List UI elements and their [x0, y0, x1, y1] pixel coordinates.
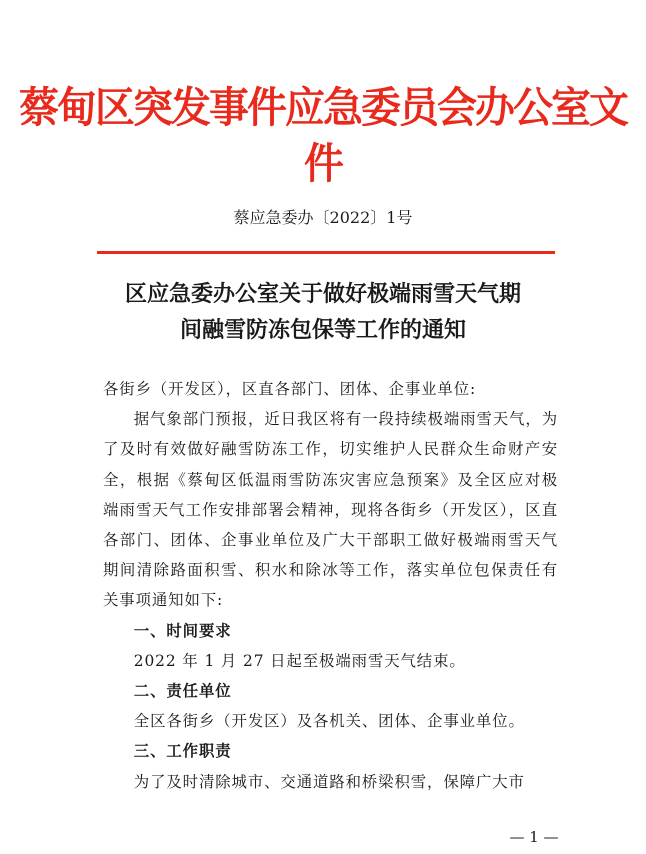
- intro-paragraph: 据气象部门预报，近日我区将有一段持续极端雨雪天气，为了及时有效做好融雪防冻工作，切实维护人民群众生命财产安全，根据《蔡甸区低温雨雪防冻灾害应急预案》及全区应对极端雨雪天气工作安排部署会精神，现将各街乡（开发区），区直各部门、团体、企事业单位及广大干部职工做好极端雨雪天气期间清除路面积雪、积水和除冰等工作，落实单位包保责任有关事项通知如下:: [103, 410, 558, 610]
- notice-title-line1: 区应急委办公室关于做好极端雨雪天气期: [124, 281, 521, 307]
- section-heading-3: 三、工作职责: [133, 742, 232, 761]
- section-heading-1: 一、时间要求: [133, 621, 232, 640]
- section-text-3: 为了及时清除城市、交通道路和桥梁积雪，保障广大市: [133, 772, 525, 791]
- notice-title: [60, 276, 586, 348]
- section-text-1: 2022 年 1 月 27 日起至极端雨雪天气结束。: [133, 651, 466, 670]
- document-body: [103, 374, 558, 797]
- section-heading-2: 二、责任单位: [133, 682, 232, 701]
- notice-title-line2: 间融雪防冻包保等工作的通知: [179, 317, 466, 343]
- red-divider: [97, 251, 555, 254]
- page-number: — 1 —: [509, 828, 559, 846]
- masthead-title: 蔡甸区突发事件应急委员会办公室文件: [18, 83, 627, 188]
- salutation: 各街乡（开发区），区直各部门、团体、企事业单位:: [103, 380, 477, 398]
- document-number: 蔡应急委办〔2022〕1号: [233, 208, 413, 227]
- section-text-2: 全区各街乡（开发区）及各机关、团体、企事业单位。: [133, 712, 525, 731]
